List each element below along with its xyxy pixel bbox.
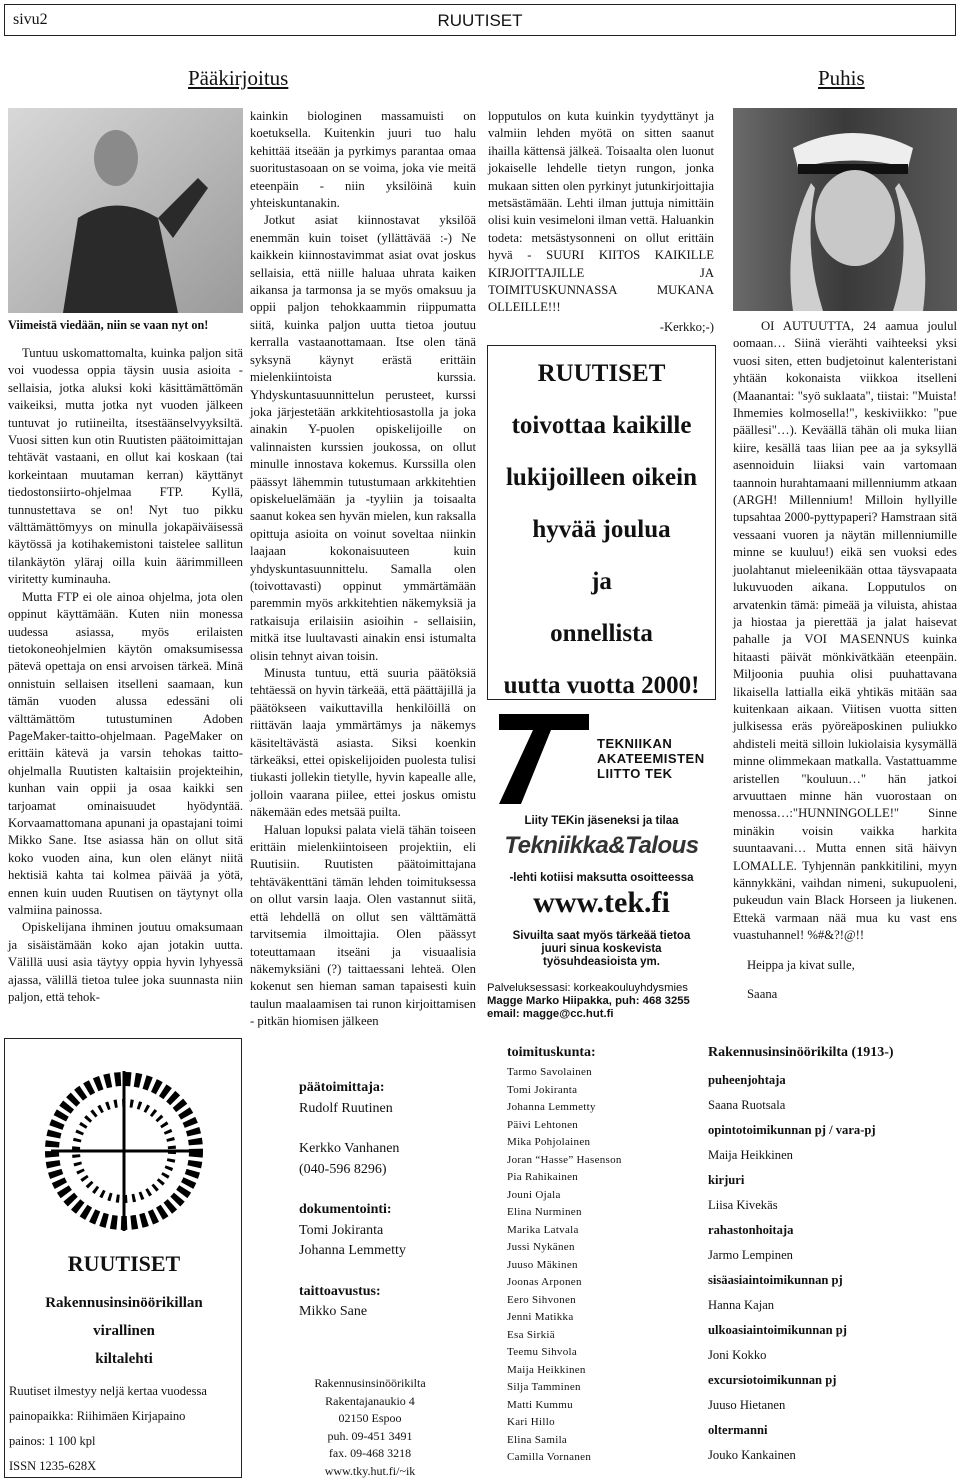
section-title-editorial: Pääkirjoitus — [188, 66, 289, 90]
staff-member: Pia Rahikainen — [507, 1171, 579, 1183]
paragraph: Minusta tuntuu, että suuria päätöksiä tehtäessä on hyvin tärkeää, että päättäjillä ja päätökseen vaikuttavilla henkilöillä on riittävän laaja ymmärtämys ja näkemys käsiteltävästä asiasta. Siksi koenkin tärkeäksi, ettei opiskelijoiden puolesta tulisi tiukasti jollekin tietylle, hyvin kapealle alle, jolloin vaarana piilee, ettei joskus omistu näkemään edes metsää puilta. — [250, 666, 476, 820]
logo-line: LIITTO TEK — [597, 766, 673, 781]
site-line: juuri sinua koskevista — [541, 943, 662, 955]
page-number: sivu2 — [13, 11, 48, 28]
address-line: Rakennusinsinöörikilta — [314, 1376, 426, 1390]
site-line: työsuhdeasioista ym. — [543, 956, 660, 968]
chief-name: Rudolf Ruutinen — [299, 1100, 393, 1116]
documentation-label: dokumentointi: — [299, 1202, 392, 1217]
logo-line: TEKNIIKAN — [597, 736, 673, 751]
officer-name: Hanna Kajan — [708, 1298, 775, 1312]
paragraph: Tuntuu uskomattomalta, kuinka paljon sitä voi vuodessa oppia täysin uusia asioita - sellaisia, jotka aluksi koki käsittämättömän vaikeiksi, mutta jotka nyt vuoden jälkeen tuntuvat jo rutiineilta, itsestäänselvyyksiltä. Vuosi sitten kun otin Ruutisten päätoimittajan tehtävät vastaani, en ollut kai koskaan (tai korkeintaan muutaman kerran) käyttänyt tiedostonsiirto-ohjelmaa FTP. Kyllä, tunnustettava se on! Nyt tuo pikku välttämättömyys on minulla jokapäiväisessä käytössä ja kotihakemistoni taistelee sallitun tilankäytön yläraj oilla kuin äärimmilleen viritetty kuminauha. — [8, 346, 243, 587]
site-line: Sivuilta saat myös tärkeää tietoa — [512, 930, 691, 942]
masthead-box — [4, 1038, 242, 1478]
officer-role: kirjuri — [708, 1173, 745, 1187]
doc-name: Johanna Lemmetty — [299, 1243, 406, 1258]
info-line: painopaikka: Riihimäen Kirjapaino — [9, 1409, 186, 1423]
officer-name: Jarmo Lempinen — [708, 1248, 793, 1262]
newspaper-title: RUUTISET — [437, 11, 523, 30]
paragraph: Mutta FTP ei ole ainoa ohjelma, jota olen oppinut käyttämään. Kuten niin monessa uudessa asiassa, myös erilaisten tietokoneohjelmien käytön omaksumisessa pätevä opettaja on ensi arvoisen tärkeä. Minä onnistuin sellaisen itselleni saamaan, kun tämän vuoden alussa edessäni oli välttämättöm tutustuminen Adoben PageMaker-taitto-ohjelmaan. PageMaker on erittäin kätevä ja varsin tehokas taitto-ohjelmalla Ruutisten kaltaisiin projekteihin, kunhan vain oppii ja osaa kaikki sen tarjoamat ominaisuudet hyödyntää. Korvaamattomana apunani ja opastajani toimi Mikko Sane. Itse asiassa hän on ollut sitä koko vuoden aina, kun olen elänyt niitä hektisiä kahta tai kolmea päivää ja yötä, ennen kuin uuden Ruutisen on täytynyt olla valmiina painossa. — [8, 589, 243, 917]
info-line: painos: 1 100 kpl — [9, 1434, 96, 1448]
chief-label: päätoimittaja: — [299, 1080, 385, 1095]
page-header — [4, 4, 956, 36]
address-line: fax. 09-468 3218 — [328, 1446, 412, 1460]
signature: -Kerkko;-) — [659, 319, 714, 334]
masthead-line: kiltalehti — [95, 1351, 153, 1367]
staff-member: Camilla Vornanen — [507, 1451, 592, 1463]
staff-member: Kari Hillo — [507, 1416, 555, 1428]
officer-name: Maija Heikkinen — [708, 1148, 793, 1162]
chief-phone: (040-596 8296) — [299, 1161, 387, 1177]
guild-title-text: Rakennusinsinöörikilta (1913-) — [708, 1045, 894, 1060]
paragraph: lopputulos on kuta kuinkin tyydyttänyt ja valmiin lehden myötä on sitten saanut ihailla kättensä jälkeä. Toisaalta olen luonut jokaiselle lehdelle tietyn rungon, jonka mukaan sitten olen pyrkinyt jutunkirjoittajia metsästämään. Lehti ilman juttuja nimittäin olisi kuin vesimeloni ilman vettä. Haluankin todeta: metsästysonneni on ollut erittäin hyvä - SUURI KIITOS KAIKILLE KIRJOITTAJILLE JA TOIMITUSKUNNASSA MUKANA OLLEILLE!!! — [488, 109, 714, 315]
staff-list — [507, 1064, 657, 1467]
masthead-line: Rakennusinsinöörikillan — [45, 1295, 203, 1311]
section-title-puhis: Puhis — [818, 66, 865, 90]
officer-name: Liisa Kivekäs — [708, 1198, 778, 1212]
address-line: Rakentajanaukio 4 — [325, 1393, 415, 1408]
officer-name: Juuso Hietanen — [708, 1398, 786, 1412]
address-line: puh. 09-451 3491 — [327, 1428, 413, 1443]
publication-info — [9, 1379, 207, 1479]
officer-name: Jouko Kankainen — [708, 1448, 796, 1462]
staff-member: Jouni Ojala — [507, 1188, 561, 1201]
paragraph: Opiskelijana ihminen joutuu omaksumaan ja sisäistämään koko ajan jotakin uutta. Välillä uusi asia täytyy oppia hyvin lyhyessä ajassa, välillä tietoa tulee joka suunnasta niin paljon, että tehok- — [8, 920, 243, 1005]
tek-advertisement — [487, 708, 716, 1033]
contact-line: Palveluksessasi: korkeakouluyhdysmies — [487, 982, 688, 994]
staff-member: Mika Pohjolainen — [507, 1136, 591, 1148]
tek-logo-icon — [499, 714, 589, 804]
officer-name: Joni Kokko — [708, 1348, 767, 1362]
staff-title: toimituskunta: — [507, 1045, 596, 1060]
tek-logo-text — [597, 736, 705, 781]
guild-address — [270, 1375, 470, 1480]
greeting-line: toivottaa kaikille — [511, 412, 692, 439]
contact-line: Magge Marko Hiipakka, puh: 468 3255 — [487, 995, 690, 1007]
contact-email-link[interactable]: email: magge@cc.hut.fi — [487, 1008, 614, 1020]
staff-member: Eero Sihvonen — [507, 1293, 576, 1306]
layout-label: taittoavustus: — [299, 1283, 381, 1299]
officer-role: sisäasiaintoimikunnan pj — [708, 1273, 843, 1287]
editorial-column-3 — [488, 108, 714, 336]
greeting-line: RUUTISET — [537, 360, 666, 387]
staff-member: Tarmo Savolainen — [507, 1066, 592, 1078]
staff-member: Elina Nurminen — [507, 1206, 582, 1218]
staff-member: Jussi Nykänen — [507, 1241, 575, 1253]
staff-member: Teemu Sihvola — [507, 1346, 578, 1358]
staff-member: Tomi Jokiranta — [507, 1083, 578, 1096]
paragraph: Heippa ja kivat sulle, — [747, 957, 855, 972]
paragraph: OI AUTUUTTA, 24 aamua joulul oomaan… Siinä vierähti vaihteeksi yksi vuosi siten, etten budjetoinut kalenteristani yhtään kokonaista viikkoa itselleni (Maanantai: "syö suklaata", tiistai: "Muista! Ihmemies kolmosella!", keskiviikko: "pue päällesi"…). Keväällä tähän oli muka liian kiire, kesällä taas liian pee aa ja syksyllä asennoiduin liiaksi vain vartomaan taannoin hurahtamaani millenniumm atkaan (ARGH! Millennium! Milloin hyllyille tupsahtaa 2000-pyttypaperi? Hamstraan sitä vessaani vuoren ja näytän millenniumille minne se kuuluu!) eikä sen vuoksi edes juolahtanut mieleenikään ottaa täysvapaata lukuvuoden aikana. Lopputulos on arvatenkin tämä: pimeää ja viluista, ahistaa ja hiostaa ja pierettää ja jalat haisevat pahalle ja VOI MASENNUS kuinka hitaasti päivät mönkivätkään eteenpäin. Miljoonia puuhia olisi puuhattavana likaisella lattialla eikä yhtikäs mitään saa kuitenkaan aikaan. Viitisen vuotta sitten julkisessa eräs pyöreäposkinen puliukko ahdisteli meitä silloin lukiolaisia kysymällä minne olimmekaan matkalla. Vastattuamme aristellen "kouluun…" hän jatkoi arvuuttaen minne hän vuorostaan on menossa…:"HUNNINGOLLE!" Sinne minäkin voisin vaikka harkita suuntaavani… Mutta ennen sitä häivyn LOMALLE. Tyhjennän pankkitilini, myyn kännykkäni, vaihdan nimeni, sukupuoleni, pukeudun vain Black Horseen ja liukenen. Ettekä varmaan nää mua ku vast ens vuastuhannel! %#&?!@!! — [733, 319, 957, 943]
free-text: -lehti kotiisi maksutta osoitteessa — [509, 872, 694, 884]
paragraph: kainkin biologinen massamuisti on koetuksella. Kuitenkin juuri tuo halu kehittää itseään ja pyrkimys parantaa omaa suoritustasoaan on se voima, joka vie meitä eteenpäin - niin yksilöinä kuin yhteiskuntanakin. — [250, 109, 476, 211]
magazine-logo: Tekniikka&Talous — [504, 832, 699, 859]
greeting-line: hyvää joulua — [532, 516, 671, 543]
join-text: Liity TEKin jäseneksi ja tilaa — [524, 815, 679, 827]
staff-member: Johanna Lemmetty — [507, 1101, 596, 1113]
paragraph: Haluan lopuksi palata vielä tähän toiseen erittäin mielenkiintoiseen projektiin, eli Ruutisiin. Ruutisten päätoimittajana tehtäväkenttäni tämän lehden toimituksessa on ollut varsin laaja. Olen vastannut siitä, että lehdellä on ollut sen välttämättä tarvitsemia ilmoittajia. Olen päässyt toteuttamaan itseäni ja visuaalisia näkemyksiäni (?) taittaessani lehteä. Olen kokenut sen hieman saman tapaisesti kuin taulun maalaamisen tai runon kirjoittamisen - pitkän hiomisen jälkeen — [250, 822, 476, 1029]
greeting-line: uutta vuotta 2000! — [503, 672, 700, 699]
photo-caption: Viimeistä viedään, niin se vaan nyt on! — [8, 318, 209, 332]
officer-role: puheenjohtaja — [708, 1073, 786, 1087]
logo-line: AKATEEMISTEN — [597, 751, 705, 766]
paragraph: Saana — [747, 987, 778, 1002]
officer-role: opintotoimikunnan pj / vara-pj — [708, 1123, 876, 1137]
officer-name: Saana Ruotsala — [708, 1098, 786, 1112]
staff-member: Marika Latvala — [507, 1223, 579, 1236]
greeting-line: lukijoilleen oikein — [505, 464, 697, 491]
puhis-photo — [733, 108, 957, 311]
staff-member: Esa Sirkiä — [507, 1328, 555, 1341]
officer-role: rahastonhoitaja — [708, 1223, 794, 1237]
editor-photo — [8, 108, 243, 313]
greeting-line: ja — [591, 568, 612, 595]
address-line: 02150 Espoo — [338, 1411, 402, 1425]
guild-officers — [708, 1068, 958, 1468]
staff-member: Jenni Matikka — [507, 1311, 574, 1323]
tek-url-link[interactable]: www.tek.fi — [533, 886, 670, 919]
editorial-column-2 — [250, 108, 476, 1031]
masthead-title: RUUTISET — [67, 1251, 181, 1276]
staff-member: Juuso Mäkinen — [507, 1258, 578, 1271]
guild-emblem-icon — [41, 1051, 207, 1247]
site-info — [487, 930, 716, 969]
guild-title — [708, 1045, 894, 1061]
staff-member: Joran “Hasse” Hasenson — [507, 1153, 622, 1166]
masthead-line: virallinen — [93, 1323, 155, 1339]
greeting-line: onnellista — [550, 620, 653, 647]
doc-name: Tomi Jokiranta — [299, 1222, 384, 1238]
officer-role: excursiotoimikunnan pj — [708, 1373, 837, 1387]
paragraph: Jotkut asiat kiinnostavat yksilöä enemmän kuin toiset (yllättävää :-) Ne kaikkein kiinnostavimmat asiat ovat joskus sellaisia, että niille haluaa uhrata kaiken aikansa ja tarmonsa ja se myös omaksuu ja oppii paljon tehokkaammin riippumatta siitä, kuinka paljon uutta tietoa joutuu kerralla vastaanottamaan. Itse olen tänä syksynä käynyt erästä erittäin mielenkiintoista kurssia. Yhdyskuntasuunnittelun perusteet, kurssi joka järjestetään arkkitehtiosastolla ja joka ainakin Y-puolen opiskelijoille on valinnaisten kurssien joukossa, on ollut minulle innostava kokemus. Kurssilla olen päässyt lähemmin tutustumaan arkkitehtien opiskeluelämään ja -tyyliin ja toisaalta saanut kokea sen hyvän mielen, kun raksalla opittuja asioita on voinut soveltaa niinkin laajaan kokonaisuuteen kuin yhdyskuntasuunnittelu. Samalla olen (toivottavasti) oppinut ymmärtämään paremmin myös arkkitehtien näkemyksiä ja ratkaisuja erilaisiin asioihin - sellaisiin, mitkä itse luultavasti ainakin ensi istumalta olisin tehnyt aivan toisin. — [250, 213, 476, 663]
editorial-staff — [299, 1078, 479, 1323]
staff-member: Silja Tamminen — [507, 1381, 581, 1393]
guild-url-link[interactable]: www.tky.hut.fi/~ik — [324, 1463, 416, 1478]
puhis-column — [733, 318, 957, 1003]
staff-member: Joonas Arponen — [507, 1276, 582, 1288]
staff-member: Elina Samila — [507, 1433, 568, 1446]
staff-member: Matti Kummu — [507, 1398, 573, 1411]
masthead-subtitle — [5, 1289, 243, 1373]
info-line: Ruutiset ilmestyy neljä kertaa vuodessa — [9, 1384, 207, 1398]
christmas-greeting-box — [487, 345, 716, 700]
staff-member: Päivi Lehtonen — [507, 1118, 579, 1131]
chief-name: Kerkko Vanhanen — [299, 1141, 400, 1156]
officer-role: oltermanni — [708, 1423, 768, 1437]
layout-name: Mikko Sane — [299, 1304, 368, 1319]
editorial-column-1 — [8, 345, 243, 1006]
info-line: ISSN 1235-628X — [9, 1459, 97, 1473]
staff-member: Maija Heikkinen — [507, 1363, 586, 1376]
officer-role: ulkoasiaintoimikunnan pj — [708, 1323, 847, 1337]
contact-info — [487, 982, 716, 1021]
